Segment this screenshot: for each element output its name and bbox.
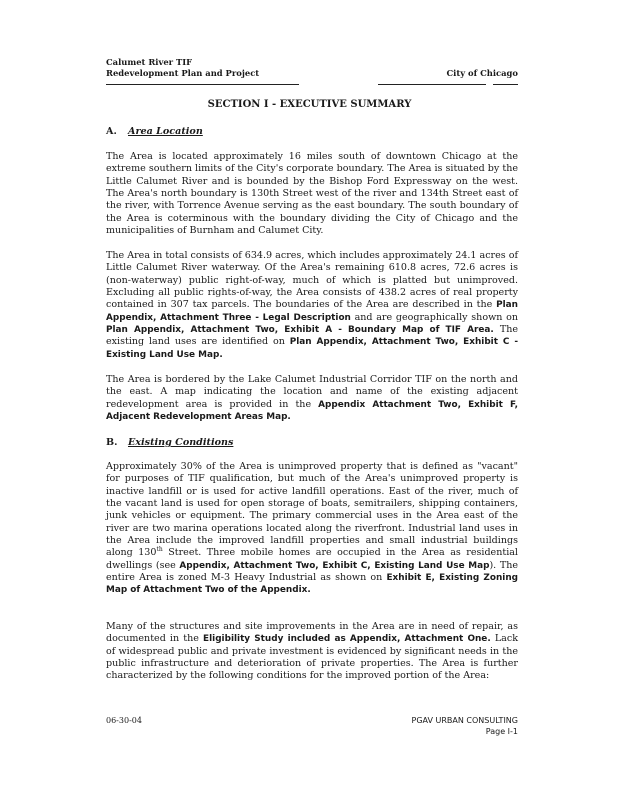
header-title-line2: Redevelopment Plan and Project — [106, 68, 260, 78]
paragraph-adjacent-areas — [106, 374, 518, 423]
footer-firm-page — [412, 715, 519, 737]
bold-reference: Plan Appendix, Attachment Two, Exhibit A - Boundary Map of TIF Area. — [106, 325, 494, 336]
bold-reference: Appendix, Attachment Two, Exhibit C, Existing Land Use Map — [179, 560, 490, 571]
paragraph-area-location: The Area is located approximately 16 miles south of downtown Chicago at the extreme southern limits of the City's corporate boundary. The Area is situated by the Little Calumet River and is bounded by the Bishop Ford Expressway on the west. The Area's north boundary is 130th Street west of the river and 134th Street east of the river, with Torrence Avenue serving as the east boundary. The south boundary of the Area is coterminous with the boundary dividing the City of Chicago and the municipalities of Burnham and Calumet City. — [106, 151, 518, 237]
text-run: The Area in total consists of 634.9 acres, which includes approximately 24.1 acres of Little Calumet River waterway. Of the Area's remaining 610.8 acres, 72.6 acres is (non-waterway) public right-of-way, much of which is platted but unimproved. Excluding all public rights-of-way, the Area consists of 438.2 acres of real property contained in 307 tax parcels. The boundaries of the Area are described in the — [106, 250, 518, 311]
heading-existing-conditions — [106, 437, 233, 449]
paragraph-area-acreage — [106, 250, 518, 361]
bold-reference: Plan Appendix, Attachment Two, Exhibit C - Existing Land Use Map. — [106, 337, 518, 360]
text-run: ). The entire Area is zoned M-3 Heavy Industrial as shown on — [106, 559, 518, 584]
paragraph-repair-needs — [106, 621, 518, 683]
header-rule-middle — [378, 84, 486, 85]
header-rule-right — [493, 84, 518, 85]
bold-reference: Eligibility Study included as Appendix, Attachment One. — [203, 634, 491, 645]
text-run: The existing land uses are identified on — [106, 324, 518, 348]
header-title-line1: Calumet River TIF — [106, 57, 193, 67]
bold-reference: Appendix Attachment Two, Exhibit F, Adjacent Redevelopment Areas Map. — [106, 399, 518, 423]
footer-date: 06-30-04 — [106, 716, 142, 725]
text-run: Lack of widespread public and private investment is evidenced by significant needs in the public infrastructure and deterioration of private properties. The Area is further characterized by the following conditions for the improved portion of the Area: — [106, 633, 518, 682]
bold-reference: Exhibit E, Existing Zoning Map of Attachment Two of the Appendix. — [106, 573, 518, 596]
text-run: Approximately 30% of the Area is unimproved property that is defined as "vacant" for purposes of TIF qualification, but much of the Area's unimproved property is inactive landfill or is used for active landfill operations. East of the river, much of the vacant land is used for open storage of boats, semitrailers, shipping containers, junk vehicles or equipment. The primary commercial uses in the Area east of the river are two marina operations located along the riverfront. Industrial land uses in the Area include the improved landfill properties and small industrial buildings along 130th Street. Three mobile homes are occupied in the Area as residential dwellings (see — [106, 461, 518, 571]
header-plan-title — [106, 57, 259, 79]
text-run: Many of the structures and site improvements in the Area are in need of repair, as documented in the — [106, 621, 518, 645]
header-rule-left — [106, 84, 299, 85]
text-run: and are geographically shown on — [350, 311, 518, 323]
footer-firm: PGAV URBAN CONSULTING — [411, 716, 518, 725]
heading-text: Area Location — [128, 126, 203, 137]
section-title: SECTION I - EXECUTIVE SUMMARY — [207, 99, 412, 110]
heading-area-location — [106, 126, 203, 138]
heading-letter: A. — [106, 126, 117, 137]
bold-reference: Plan Appendix, Attachment Three - Legal Description — [106, 300, 518, 323]
footer-page-number: Page I-1 — [485, 727, 518, 736]
heading-text: Existing Conditions — [128, 437, 234, 448]
header-city: City of Chicago — [446, 68, 518, 78]
paragraph-existing-conditions — [106, 461, 518, 597]
text-run: The Area is bordered by the Lake Calumet Industrial Corridor TIF on the north and the east. A map indicating the location and name of the existing adjacent redevelopment area is provided in the — [106, 374, 518, 410]
heading-letter: B. — [106, 437, 118, 448]
